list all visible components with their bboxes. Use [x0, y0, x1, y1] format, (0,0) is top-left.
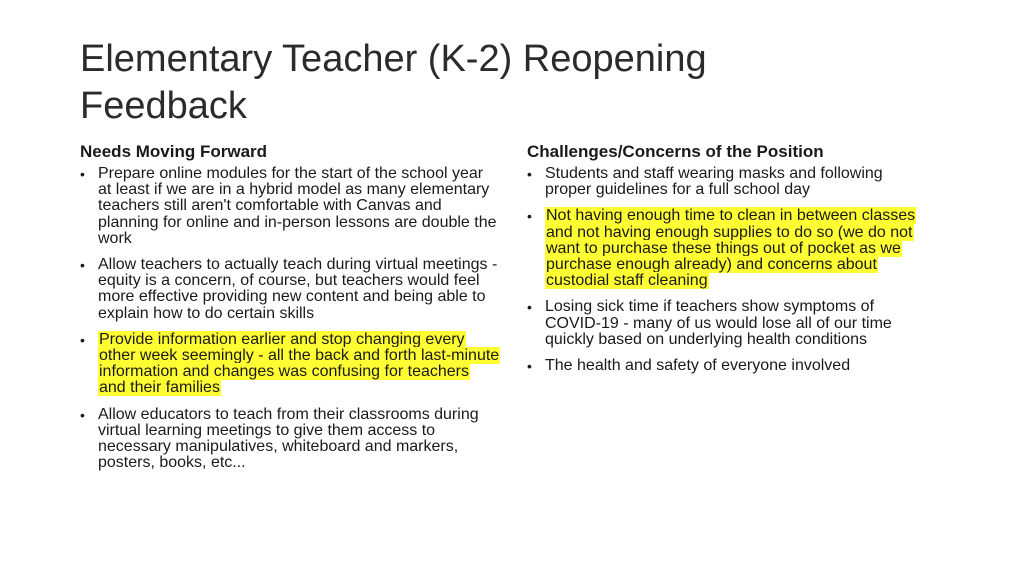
bullet-icon: • — [80, 406, 85, 423]
bullet-icon: • — [527, 166, 532, 182]
list-item-text: Students and staff wearing masks and following proper guidelines for a full school day — [545, 165, 883, 199]
list-item — [527, 166, 927, 198]
needs-heading: Needs Moving Forward — [80, 142, 268, 161]
bullet-icon: • — [80, 257, 85, 274]
bullet-icon: • — [527, 358, 532, 375]
needs-column — [80, 142, 500, 481]
list-item-text-highlighted: Not having enough time to clean in between classes and not having enough supplies to do so (we do not want to purchase these things out of pocket as we purchase enough already) and concerns about custodial staff cleaning — [546, 207, 916, 290]
list-item-text: Allow teachers to actually teach during virtual meetings - equity is a concern, of course, but teachers would feel more effective providing new content and being able to explain how to do certain skills — [98, 256, 498, 322]
list-item-text-highlighted: Provide information earlier and stop changing every other week seemingly - all the back and forth last-minute information and changes was confusing for teachers and their families — [99, 330, 500, 397]
challenges-column — [527, 142, 927, 384]
list-item — [80, 332, 500, 397]
challenges-list — [527, 166, 927, 374]
bullet-icon: • — [80, 331, 85, 348]
list-item — [527, 299, 927, 348]
challenges-heading: Challenges/Concerns of the Position — [527, 142, 824, 161]
bullet-icon: • — [527, 299, 532, 316]
list-item-text: Allow educators to teach from their classrooms during virtual learning meetings to give them access to necessary manipulatives, whiteboard and markers, posters, books, etc... — [98, 405, 479, 472]
list-item — [80, 257, 500, 322]
slide-title: Elementary Teacher (K-2) Reopening Feedback — [80, 38, 707, 127]
bullet-icon: • — [80, 166, 85, 182]
list-item — [80, 166, 500, 247]
bullet-icon: • — [527, 208, 532, 225]
list-item — [80, 407, 500, 472]
needs-list — [80, 166, 500, 471]
list-item — [527, 358, 927, 374]
list-item — [527, 208, 927, 289]
list-item-text: Losing sick time if teachers show symptoms of COVID-19 - many of us would lose all of our time quickly based on underlying health conditions — [545, 298, 892, 348]
list-item-text: Prepare online modules for the start of the school year at least if we are in a hybrid model as many elementary teachers still aren't comfortable with Canvas and planning for online and in-person lessons are double the work — [98, 165, 497, 247]
list-item-text: The health and safety of everyone involved — [545, 357, 851, 375]
